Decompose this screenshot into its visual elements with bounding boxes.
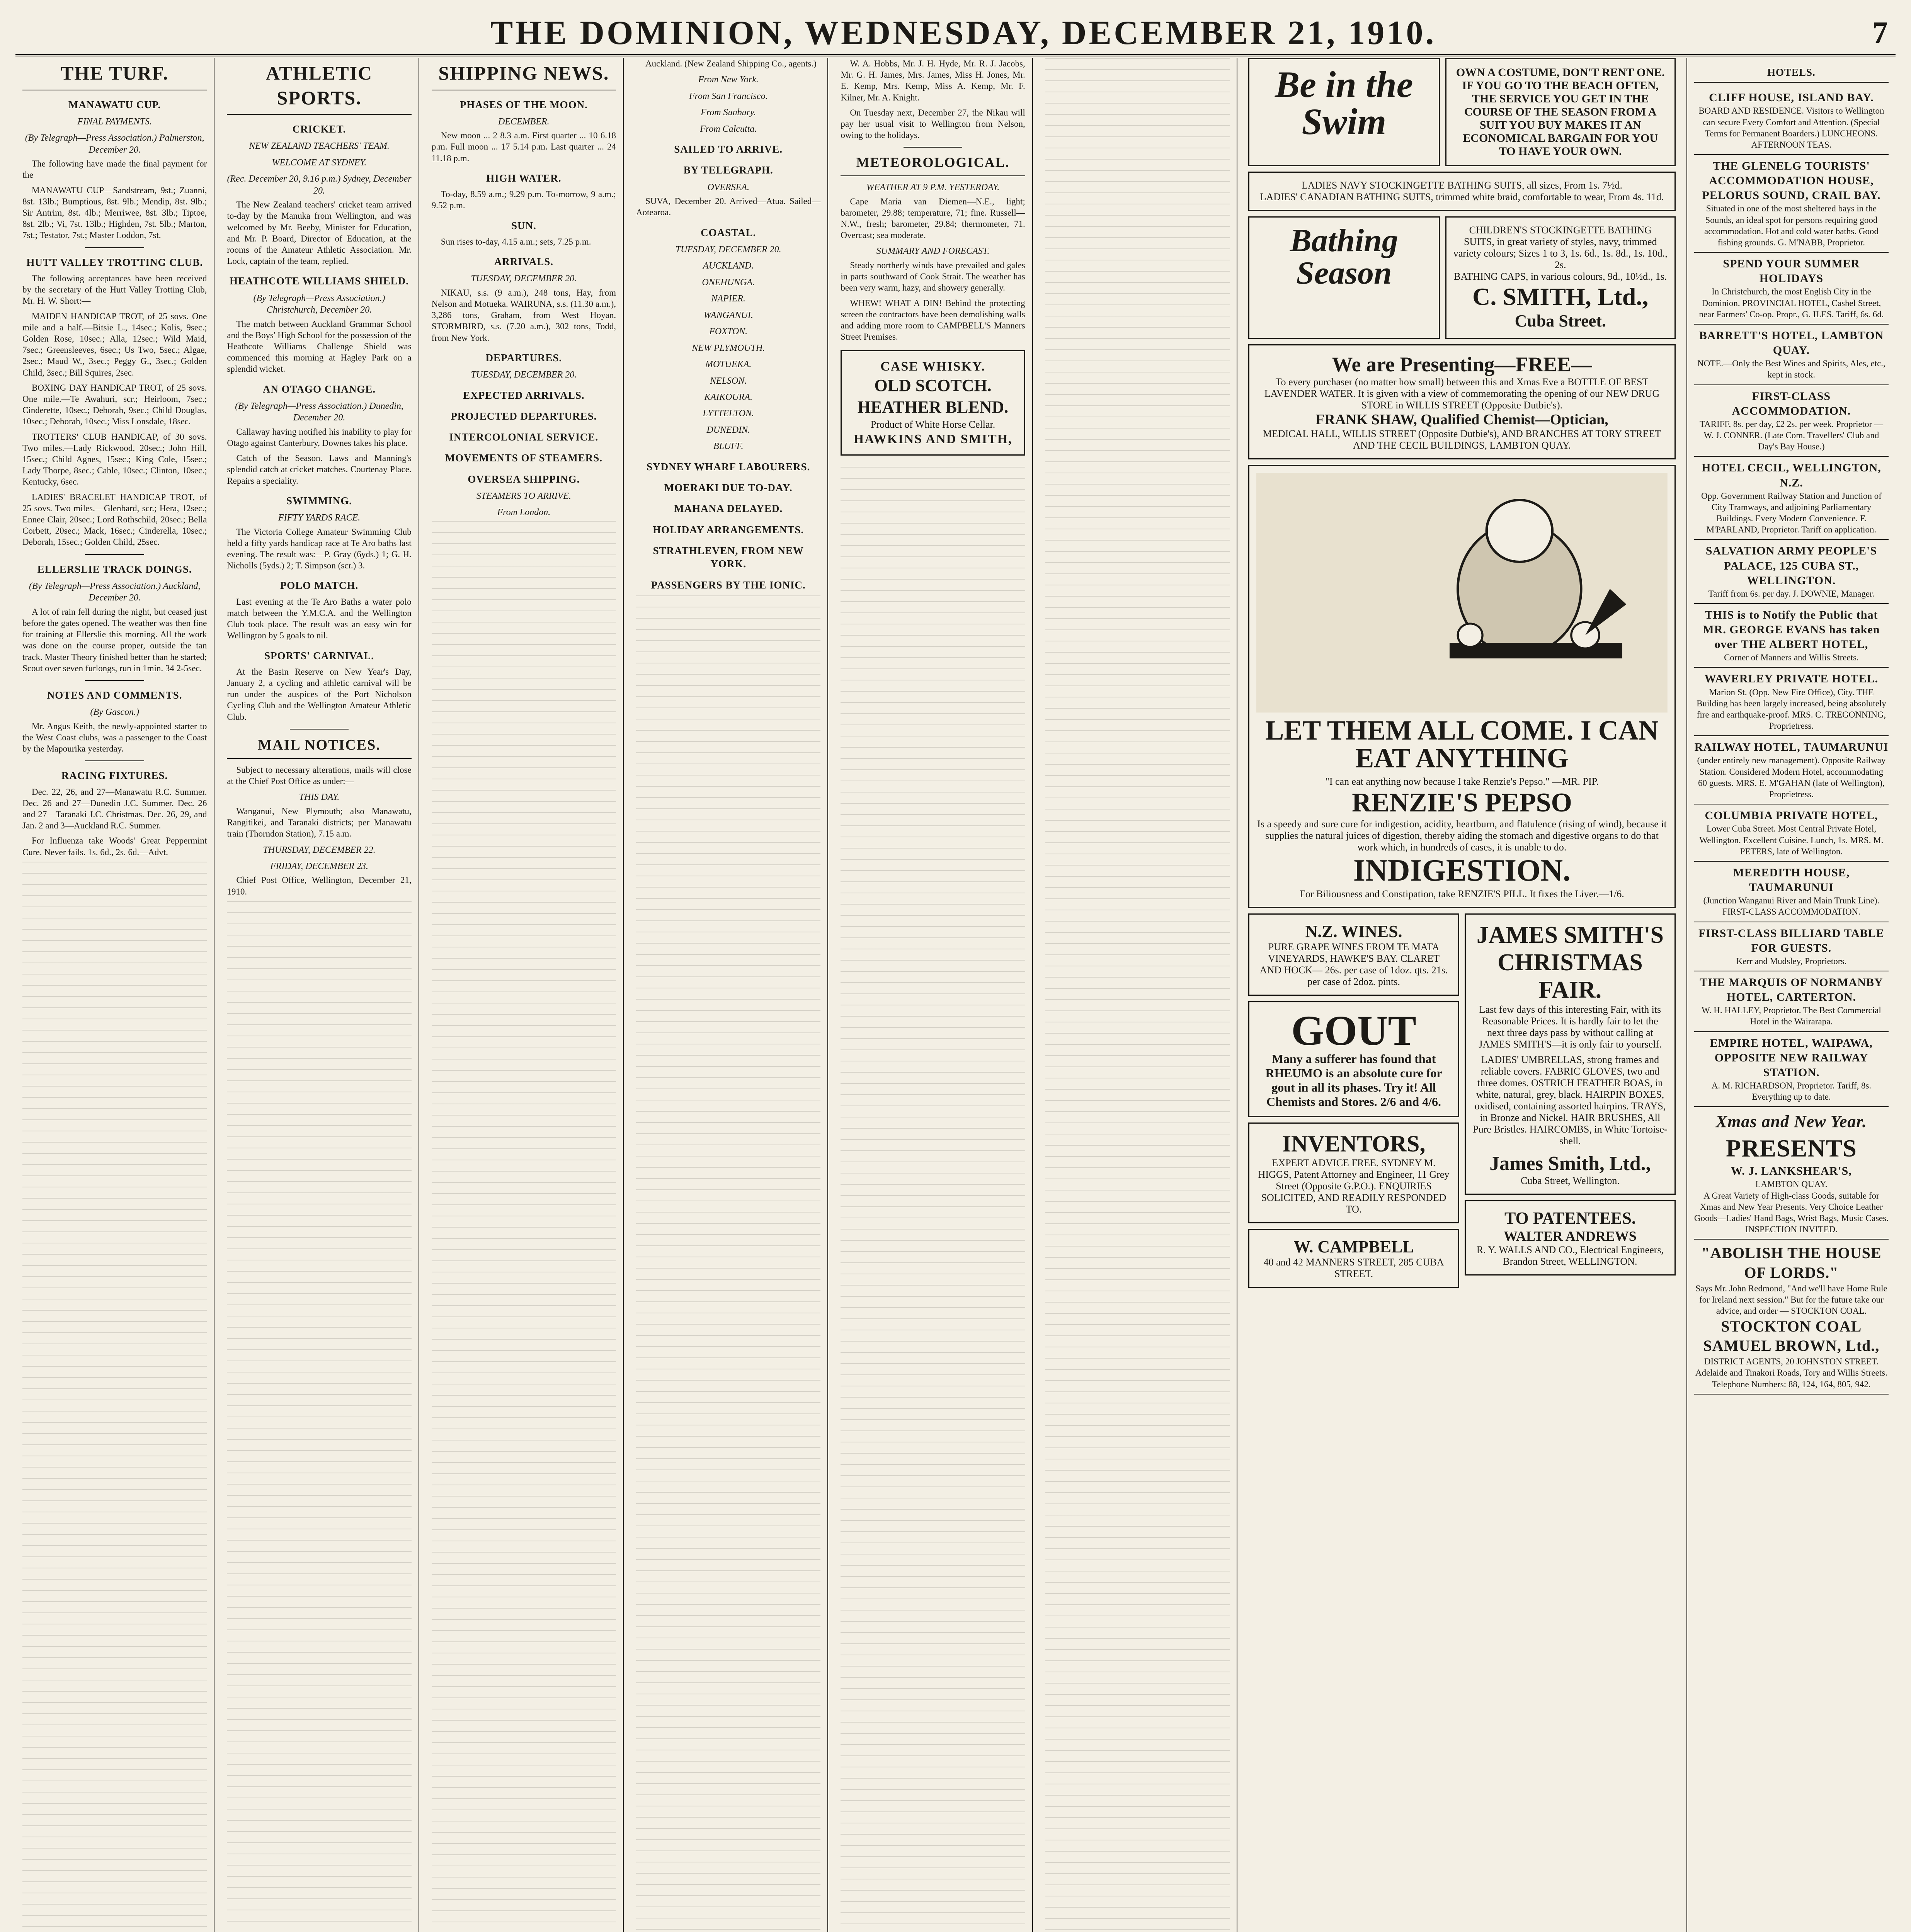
subheading: POLO MATCH. — [280, 580, 359, 592]
section-heading-hotels: HOTELS. — [1694, 66, 1889, 83]
hotel-body: In Christchurch, the most English City in the Dominion. PROVINCIAL HOTEL, Cashel Street, near Farmers' Co-op. Propr., G. ILES. Tariff, 6s. 6d. — [1699, 287, 1884, 319]
ad-body: OWN A COSTUME, DON'T RENT ONE. IF YOU GO TO THE BEACH OFTEN, THE SERVICE YOU GET IN THE COURSE OF THE SEASON FROM A SUIT YOU BUY MAKES IT AN ECONOMICAL BARGAIN FOR YOU TO HAVE YOUR OWN. — [1456, 66, 1665, 158]
section-heading-turf: THE TURF. — [22, 61, 207, 90]
hotel-body: Tariff from 6s. per day. J. DOWNIE, Manager. — [1708, 588, 1875, 599]
article-paragraph: Mr. Angus Keith, the newly-appointed starter to the West Coast clubs, was a passenger to the Coast by the Mapourika yesterday. — [22, 721, 207, 754]
article-paragraph: Steady northerly winds have prevailed and gales in parts southward of Cook Strait. The weather has been very warm, hazy, and showery generally. — [841, 260, 1025, 293]
moon-table: New moon ... 2 8.3 a.m. First quarter ... 10 6.18 p.m. Full moon ... 17 5.14 p.m. Last quarter ... 24 11.18 p.m. — [431, 131, 616, 163]
ad-body: Is a speedy and sure cure for indigestion, acidity, heartburn, and flatulence (rising of wind), because it supplies the natural juices of digestion, thereby aiding the stomach and digestive organs to do that work which, in hundreds of cases, it is unable to do. — [1257, 818, 1667, 853]
ad-heading: INVENTORS, — [1282, 1131, 1426, 1156]
ad-nz-wines — [1248, 913, 1459, 996]
article-paragraph: The match between Auckland Grammar School and the Boys' High School for the possession of the Heathcote Williams Challenge Shield was commenced this morning at Hagley Park on a splendid wicket. — [227, 319, 412, 374]
subheading: BY TELEGRAPH. — [683, 164, 773, 176]
ad-body: LADIES' CANADIAN BATHING SUITS, trimmed white braid, comfortable to wear, From 4s. 11d. — [1260, 191, 1664, 202]
article-paragraph: LADIES' BRACELET HANDICAP TROT, of 25 sovs. Two miles.—Glenbard, scr.; Hera, 12sec.; Ennee Clair, 20sec.; Lord Rothschild, 20sec.; Bella Corbett, 20sec.; Mack, 16sec.; Cinderella, 10sec.; Deborah, 15sec.; Golden Child, 25sec. — [22, 492, 207, 547]
subheading: STEAMERS TO ARRIVE. — [476, 491, 571, 501]
subheading: HIGH WATER. — [486, 172, 562, 184]
subheading: MOERAKI DUE TO-DAY. — [664, 482, 793, 494]
subheading: DUNEDIN. — [706, 425, 750, 435]
ad-body: PURE GRAPE WINES FROM TE MATA VINEYARDS, HAWKE'S BAY. CLARET AND HOCK— 26s. per case of 1doz. qts. 21s. per case of 2doz. pints. — [1259, 941, 1448, 987]
subheading: NOTES AND COMMENTS. — [47, 689, 182, 701]
ad-james-smith — [1465, 913, 1676, 1195]
ad-xmas-presents — [1694, 1107, 1889, 1240]
hotel-name: FIRST-CLASS BILLIARD TABLE FOR GUESTS. — [1698, 927, 1884, 954]
hotel-listing — [1694, 922, 1889, 971]
hotel-body: (Junction Wanganui River and Main Trunk Line). FIRST-CLASS ACCOMMODATION. — [1703, 896, 1880, 917]
article-paragraph: The Victoria College Amateur Swimming Club held a fifty yards handicap race at Te Aro baths last evening. The result was:—P. Gray (6yds.) 1; G. H. Nicholls (5yds.) 2; T. Simpson (scr.) 3. — [227, 527, 412, 571]
subheading: FINAL PAYMENTS. — [77, 116, 152, 127]
advert-line: For Influenza take Woods' Great Peppermint Cure. Never fails. 1s. 6d., 2s. 6d.—Advt. — [22, 836, 207, 857]
article-paragraph: Sun rises to-day, 4.15 a.m.; sets, 7.25 p.m. — [441, 236, 591, 247]
hotel-listing — [1694, 253, 1889, 325]
hotel-body: BOARD AND RESIDENCE. Visitors to Wellington can secure Every Comfort and Attention. (Special Terms for Permanent Boarders.) LUNCHEONS. AFTERNOON TEAS. — [1698, 106, 1884, 150]
subheading: SYDNEY WHARF LABOURERS. — [647, 461, 810, 473]
hotel-listing — [1694, 862, 1889, 922]
ad-signature: HAWKINS AND SMITH, — [853, 432, 1013, 447]
article-paragraph: Last evening at the Te Aro Baths a water polo match between the Y.M.C.A. and the Wellington Club took place. The result was an easy win for Wellington by 5 goals to nil. — [227, 597, 412, 641]
ad-season-body — [1445, 216, 1676, 339]
ad-body: Says Mr. John Redmond, "And we'll have Home Rule for Ireland next session." But for the future take our advice, and order — STOCKTON COAL. — [1695, 1284, 1887, 1316]
subheading: FOXTON. — [709, 327, 748, 337]
hotel-name: RAILWAY HOTEL, TAUMARUNUI — [1694, 741, 1889, 754]
subheading: FRIDAY, DECEMBER 23. — [270, 861, 368, 871]
hotel-body: Kerr and Mudsley, Proprietors. — [1736, 956, 1847, 966]
article-footer: Chief Post Office, Wellington, December 21, 1910. — [227, 875, 412, 896]
section-heading-meteorological: METEOROLOGICAL. — [841, 154, 1025, 176]
column-passengers-weather — [834, 58, 1033, 1932]
column-shipping-continued — [629, 58, 828, 1932]
hotel-body: Lower Cuba Street. Most Central Private Hotel, Wellington. Excellent Cuisine. Lunch, 1s. MRS. M. PETERS, late of Wellington. — [1699, 824, 1884, 856]
hotel-listing — [1694, 457, 1889, 540]
section-heading-athletic: ATHLETIC SPORTS. — [227, 61, 411, 115]
ad-patentees — [1465, 1200, 1676, 1276]
article-paragraph: At the Basin Reserve on New Year's Day, January 2, a cycling and athletic carnival will be run under the auspices of the Port Nicholson Cycling Club and the Wellington Amateur Athletic Club. — [227, 667, 412, 722]
hotel-listing — [1694, 325, 1889, 385]
ad-body: Adelaide and Tinakori Roads, Tory and Willis Streets. — [1695, 1368, 1887, 1378]
ad-signature: James Smith, Ltd., — [1489, 1153, 1651, 1175]
text-filler — [22, 862, 207, 1932]
ad-swim-body — [1445, 58, 1676, 166]
subheading: RACING FIXTURES. — [61, 770, 168, 782]
ad-body: R. Y. WALLS AND CO., Electrical Engineers, Brandon Street, WELLINGTON. — [1476, 1244, 1664, 1267]
article-paragraph: Cape Maria van Diemen—N.E., light; barometer, 29.88; temperature, 71; fine. Russell—N.W., fresh; barometer, 29.84; thermometer, 71. Overcast; sea moderate. — [841, 196, 1025, 240]
subheading: DECEMBER. — [498, 116, 550, 127]
columns — [15, 58, 1896, 1932]
hotel-name: EMPIRE HOTEL, WAIPAWA, OPPOSITE NEW RAILWAY STATION. — [1710, 1036, 1873, 1079]
ad-body: LAMBTON QUAY. — [1755, 1179, 1828, 1189]
ad-body: 40 and 42 MANNERS STREET, 285 CUBA STREET. — [1263, 1257, 1444, 1279]
article-paragraph: MANAWATU CUP—Sandstream, 9st.; Zuanni, 8st. 13lb.; Bumptious, 8st. 9lb.; Mendip, 8st. 9lb.; Sir Antrim, 8st. 4lb.; Merriwee, 8st. 3lb.; Tiptoe, 8st. 2lb.; Vi, 7st. 13lb.; Highden, 7st. 5lb.; Marton, 7st.; Testator, 7st.; Master Loddon, 7st. — [22, 185, 207, 240]
subheading: CRICKET. — [292, 123, 346, 135]
hotel-name: BARRETT'S HOTEL, LAMBTON QUAY. — [1699, 329, 1884, 357]
ad-row-lower — [1248, 913, 1676, 1288]
subheading: MANAWATU CUP. — [68, 99, 161, 111]
column-athletic-sports — [220, 58, 419, 1932]
text-filler — [1045, 58, 1230, 1932]
divider — [85, 680, 144, 681]
ad-body: Last few days of this interesting Fair, with its Reasonable Prices. It is hardly fair to let the next three days pass by without calling at JAMES SMITH'S—it is only fair to yourself. — [1479, 1004, 1662, 1050]
column-shipping-news — [425, 58, 624, 1932]
hotel-body: TARIFF, 8s. per day, £2 2s. per week. Proprietor — W. J. CONNER. (Late Com. Travellers' Club and Day's Bay House.) — [1699, 419, 1884, 452]
section-heading-shipping: SHIPPING NEWS. — [432, 61, 616, 90]
hotel-body: W. H. HALLEY, Proprietor. The Best Commercial Hotel in the Wairarapa. — [1702, 1005, 1881, 1027]
article-paragraph: The following have made the final payment for the — [22, 159, 207, 180]
hotel-body: A. M. RICHARDSON, Proprietor. Tariff, 8s. Everything up to date. — [1711, 1080, 1872, 1102]
cartoon-illustration — [1256, 473, 1668, 713]
subheading: ARRIVALS. — [494, 256, 554, 268]
hotel-name: WAVERLEY PRIVATE HOTEL. — [1704, 672, 1879, 685]
article-paragraph: The following acceptances have been received by the secretary of the Hutt Valley Trotting Club, Mr. H. W. Short:— — [22, 273, 207, 306]
subheading: NEW ZEALAND TEACHERS' TEAM. — [249, 141, 390, 151]
cartoon-figure-icon — [1256, 473, 1668, 713]
hotel-name: THE MARQUIS OF NORMANBY HOTEL, CARTERTON. — [1700, 976, 1883, 1004]
article-paragraph: BOXING DAY HANDICAP TROT, of 25 sovs. One mile.—Te Awahuri, scr.; Heirloom, 7sec.; Cinderette, 10sec.; Deborah, 9sec.; Child Douglas, 10sec.; Deborah, 10sec.; Miss Lonsdale, 18sec. — [22, 383, 207, 427]
column-continued-text — [1038, 58, 1237, 1932]
byline: (By Telegraph—Press Association.) Dunedin, December 20. — [235, 401, 403, 423]
page-number: 7 — [1872, 15, 1888, 50]
ad-body: Cuba Street, Wellington. — [1520, 1175, 1620, 1186]
subheading: DEPARTURES. — [485, 352, 562, 364]
ad-heading: PRESENTS — [1726, 1134, 1857, 1162]
hotel-name: COLUMBIA PRIVATE HOTEL, — [1705, 809, 1878, 822]
subheading: NEW PLYMOUTH. — [692, 343, 765, 353]
hotel-listing — [1694, 971, 1889, 1032]
article-paragraph: Wanganui, New Plymouth; also Manawatu, Rangitikei, and Taranaki districts; per Manawatu train (Thorndon Station), 7.15 a.m. — [227, 806, 412, 839]
ad-swim-title — [1248, 58, 1440, 166]
ad-gout — [1248, 1001, 1459, 1117]
divider — [904, 147, 963, 148]
subheading: PASSENGERS BY THE IONIC. — [651, 579, 806, 591]
subheading: WELCOME AT SYDNEY. — [272, 157, 367, 168]
ad-row-season — [1248, 216, 1676, 339]
ad-stack-left — [1248, 913, 1459, 1288]
ad-body: MEDICAL HALL, WILLIS STREET (Opposite Dutbie's), AND BRANCHES AT TORY STREET AND THE CECIL BUILDINGS, LAMBTON QUAY. — [1263, 428, 1661, 451]
subheading: NELSON. — [710, 376, 747, 386]
ad-heading: OLD SCOTCH. — [874, 376, 992, 395]
hotel-body: Situated in one of the most sheltered bays in the Sounds, an ideal spot for persons requiring good accommodation. Hot and cold water baths. Good fishing grounds. G. M'NABB, Proprietor. — [1704, 204, 1879, 248]
hotel-listing — [1694, 604, 1889, 668]
ad-stack-right — [1465, 913, 1676, 1288]
ad-signature: C. SMITH, Ltd., — [1472, 283, 1649, 310]
article-paragraph: WHEW! WHAT A DIN! Behind the protecting screen the contractors have been demolishing walls and adding more room to CAMPBELL'S Manners Street Premises. — [841, 298, 1025, 342]
text-filler — [227, 901, 411, 1932]
text-filler — [841, 456, 1025, 1932]
ad-body: For Biliousness and Constipation, take RENZIE'S PILL. It fixes the Liver.—1/6. — [1300, 888, 1624, 900]
divider — [85, 760, 144, 761]
article-paragraph: NIKAU, s.s. (9 a.m.), 248 tons, Hay, from Nelson and Motueka. WAIRUNA, s.s. (11.30 a.m.), 3,286 tons, Graham, from West Hoyan. STORMBIRD, s.s. (7.20 a.m.), 302 tons, Todd, from New York. — [431, 287, 616, 343]
subheading: WANGANUI. — [703, 310, 753, 320]
subheading: SWIMMING. — [286, 495, 352, 507]
subheading: ONEHUNGA. — [702, 277, 755, 287]
hotel-name: CLIFF HOUSE, ISLAND BAY. — [1709, 91, 1874, 104]
subheading: PROJECTED DEPARTURES. — [451, 410, 597, 422]
ad-season-title — [1248, 216, 1440, 339]
hotel-body: Opp. Government Railway Station and Junction of City Tramways, and adjoining Parliamentary Buildings. Every Modern Convenience. F. M'PARLAND, Proprietor. Tariff on application. — [1701, 491, 1882, 535]
ad-heading: HEATHER BLEND. — [857, 398, 1009, 417]
article-paragraph: TROTTERS' CLUB HANDICAP, of 30 sovs. Two miles.—Lady Rickwood, 20sec.; John Hill, 15sec.; Child Agnes, 15sec.; King Cole, 15sec.; Lady Thorpe, 8sec.; Cable, 10sec.; Clinton, 10sec.; Kentucky, 6sec. — [22, 432, 207, 487]
subheading: From San Francisco. — [689, 91, 768, 101]
ad-signature: W. J. LANKSHEAR'S, — [1731, 1165, 1852, 1178]
ad-body: LADIES' UMBRELLAS, strong frames and reliable covers. FABRIC GLOVES, two and three domes. OSTRICH FEATHER BOAS, in white, natural, grey, black. HAIRPIN BOXES, oxidised, containing assorted hairpins. TRAYS, in Bronze and Nickel. HAIR BRUSHES, All Pure Bristles. HAIRCOMBS, in White Tortoise-shell. — [1473, 1054, 1668, 1146]
subheading: WEATHER AT 9 P.M. YESTERDAY. — [866, 182, 1000, 193]
text-filler — [432, 521, 616, 1932]
article-paragraph: Catch of the Season. Laws and Manning's splendid catch at cricket matches. Courtenay Place. Repairs a speciality. — [227, 453, 412, 486]
hotel-name: SALVATION ARMY PEOPLE'S PALACE, 125 CUBA ST., WELLINGTON. — [1705, 544, 1877, 587]
subheading: COASTAL. — [701, 226, 756, 238]
byline: (By Gascon.) — [90, 707, 139, 718]
subheading: HUTT VALLEY TROTTING CLUB. — [26, 256, 203, 268]
subheading: From Calcutta. — [700, 124, 757, 134]
ad-swim-lines — [1248, 172, 1676, 211]
hotel-listing — [1694, 155, 1889, 253]
ad-inventors — [1248, 1122, 1459, 1223]
ad-free-lavender — [1248, 344, 1676, 459]
hotel-listing — [1694, 87, 1889, 155]
ad-display-text: Be in the Swim — [1275, 64, 1413, 142]
subheading: MOVEMENTS OF STEAMERS. — [445, 452, 603, 464]
hotel-name: THE GLENELG TOURISTS' ACCOMMODATION HOUSE, PELORUS SOUND, CRAIL BAY. — [1702, 160, 1881, 202]
subheading: PHASES OF THE MOON. — [459, 99, 588, 111]
ad-heading: We are Presenting—FREE— — [1332, 353, 1592, 376]
hotel-name: THIS is to Notify the Public that MR. GEORGE EVANS has taken over THE ALBERT HOTEL, — [1703, 608, 1880, 651]
ad-body: A Great Variety of High-class Goods, suitable for Xmas and New Year Presents. Very Choice Leather Goods—Ladies' Hand Bags, Wrist Bags, Music Cases. INSPECTION INVITED. — [1694, 1190, 1889, 1235]
ad-renzies-pepso — [1248, 465, 1676, 908]
ad-case-whisky — [841, 350, 1025, 456]
ad-heading: Xmas and New Year. — [1715, 1112, 1867, 1131]
ad-body: EXPERT ADVICE FREE. SYDNEY M. HIGGS, Patent Attorney and Engineer, 11 Grey Street (Opposite G.P.O.). ENQUIRIES SOLICITED, AND READILY RESPONDED TO. — [1258, 1157, 1450, 1215]
subheading: TUESDAY, DECEMBER 20. — [471, 274, 577, 284]
article-paragraph: On Tuesday next, December 27, the Nikau will pay her usual visit to Wellington from Nelson, owing to the holidays. — [841, 107, 1025, 140]
article-paragraph: Callaway having notified his inability to play for Otago against Canterbury, Downes takes his place. — [227, 427, 412, 448]
ad-heading: TO PATENTEES. — [1504, 1209, 1636, 1228]
ad-heading: RENZIE'S PEPSO — [1352, 788, 1572, 818]
ad-campbell — [1248, 1229, 1459, 1288]
ad-body: LADIES NAVY STOCKINGETTE BATHING SUITS, all sizes, From 1s. 7½d. — [1301, 180, 1623, 191]
subheading: INTERCOLONIAL SERVICE. — [449, 431, 599, 443]
byline: (By Telegraph—Press Association.) Palmerston, December 20. — [25, 133, 204, 155]
ad-body: DISTRICT AGENTS, 20 JOHNSTON STREET. — [1704, 1357, 1879, 1367]
ad-heading: CASE WHISKY. — [880, 359, 985, 374]
ad-body: To every purchaser (no matter how small) between this and Xmas Eve a BOTTLE OF BEST LAVENDER WATER. It is given with a view of commemorating the opening of our NEW DRUG STORE in WILLIS STREET (Opposite Dutbie's). — [1264, 376, 1660, 411]
ad-display-text: LET THEM ALL COME. I CAN EAT ANYTHING — [1265, 715, 1659, 774]
subheading: TUESDAY, DECEMBER 20. — [675, 244, 781, 255]
column-advertisements — [1243, 58, 1681, 1932]
subheading: STRATHLEVEN, FROM NEW YORK. — [653, 545, 804, 570]
byline: (Rec. December 20, 9.16 p.m.) Sydney, December 20. — [227, 174, 412, 196]
hotel-listing — [1694, 385, 1889, 457]
subheading: AUCKLAND. — [703, 261, 754, 271]
ad-signature: FRANK SHAW, Qualified Chemist—Optician, — [1315, 412, 1608, 428]
hotel-body: (under entirely new management). Opposite Railway Station. Considered Modern Hotel, accommodating 60 guests. MRS. E. M'GAHAN (late of Wellington), Proprietress. — [1697, 755, 1886, 799]
divider — [85, 247, 144, 248]
ad-stockton-coal — [1694, 1240, 1889, 1394]
subheading: BLUFF. — [713, 441, 744, 452]
subheading: HEATHCOTE WILLIAMS SHIELD. — [230, 275, 409, 287]
masthead-title: THE DOMINION, WEDNESDAY, DECEMBER 21, 1910. — [490, 14, 1436, 52]
ad-heading: "ABOLISH THE HOUSE OF LORDS." — [1701, 1244, 1882, 1282]
subheading: From New York. — [698, 75, 759, 85]
subheading: OVERSEA. — [707, 182, 750, 192]
article-paragraph: SUVA, December 20. Arrived—Atua. Sailed—Aotearoa. — [636, 196, 821, 218]
ad-signature: Cuba Street. — [1515, 311, 1606, 330]
hotel-listing — [1694, 1032, 1889, 1107]
ad-display-text: Bathing Season — [1290, 223, 1398, 291]
hotel-listing — [1694, 540, 1889, 604]
subheading: SUN. — [511, 219, 536, 231]
hotel-body: Marion St. (Opp. New Fire Office), City. THE Building has been largely increased, being absolutely fire and earthquake-proof. MRS. C. TREGONNING, Proprietress. — [1697, 687, 1886, 731]
ad-signature: WALTER ANDREWS — [1504, 1228, 1637, 1244]
hotel-name: HOTEL CECIL, WELLINGTON, N.Z. — [1702, 461, 1881, 489]
hotel-name: SPEND YOUR SUMMER HOLIDAYS — [1723, 257, 1860, 285]
hotel-listing — [1694, 804, 1889, 862]
subheading: From Sunbury. — [701, 107, 756, 118]
article-paragraph: MAIDEN HANDICAP TROT, of 25 sovs. One mile and a half.—Bitsie L., 14sec.; Kolis, 9sec.; Golden Rose, 10sec.; Alla, 12sec.; Wild Maid, 7sec.; Greensleeves, 6sec.; Us Two, 5sec.; Algae, 2sec.; Maud W., 3sec.; Peggy G., 3sec.; Golden Child, 3sec.; Bill Squires, 2sec. — [22, 311, 207, 378]
ad-heading: INDIGESTION. — [1353, 854, 1571, 888]
subheading: KAIKOURA. — [704, 392, 753, 403]
subheading: EXPECTED ARRIVALS. — [463, 389, 585, 401]
ad-body: Telephone Numbers: 88, 124, 164, 805, 942. — [1712, 1379, 1871, 1389]
text-filler — [636, 595, 820, 1932]
ad-display-text: GOUT — [1291, 1007, 1416, 1054]
article-paragraph: Auckland. (New Zealand Shipping Co., agents.) — [645, 59, 817, 68]
subheading: OVERSEA SHIPPING. — [468, 473, 580, 485]
subheading: ELLERSLIE TRACK DOINGS. — [37, 563, 192, 575]
hotel-body: NOTE.—Only the Best Wines and Spirits, Ales, etc., kept in stock. — [1697, 359, 1885, 380]
subheading: AN OTAGO CHANGE. — [262, 383, 376, 395]
subheading: SUMMARY AND FORECAST. — [876, 246, 990, 257]
subheading: FIFTY YARDS RACE. — [278, 513, 361, 523]
byline: (By Telegraph—Press Association.) Christchurch, December 20. — [253, 293, 385, 315]
hotel-name: FIRST-CLASS ACCOMMODATION. — [1732, 389, 1851, 417]
divider — [290, 729, 349, 730]
ad-heading: STOCKTON COAL — [1721, 1317, 1862, 1335]
ad-row-swim — [1248, 58, 1676, 166]
article-paragraph: To-day, 8.59 a.m.; 9.29 p.m. To-morrow, 9 a.m.; 9.52 p.m. — [431, 189, 616, 211]
byline: (By Telegraph—Press Association.) Auckland, December 20. — [29, 581, 201, 603]
subheading: SAILED TO ARRIVE. — [674, 143, 783, 155]
subheading: From London. — [497, 507, 551, 518]
hotel-body: Corner of Manners and Willis Streets. — [1724, 653, 1859, 663]
subheading: THIS DAY. — [299, 792, 340, 803]
section-heading-mail: MAIL NOTICES. — [227, 736, 411, 759]
article-paragraph: The New Zealand teachers' cricket team arrived to-day by the Manuka from Wellington, and was welcomed by Mr. Beeby, Minister for Education, and Mr. P. Board, Director of Education, at the rooms of the Amateur Athletic Association. Mr. Lock, captain of the team, replied. — [227, 200, 412, 266]
ad-signature: W. CAMPBELL — [1293, 1237, 1414, 1256]
hotel-name: MEREDITH HOUSE, TAUMARUNUI — [1733, 866, 1850, 894]
hotel-listing — [1694, 668, 1889, 736]
article-paragraph: A lot of rain fell during the night, but ceased just before the gates opened. The weather was then fine for training at Ellerslie this morning. All the work was done on the course proper, outside the tan track. Master Theory finished better than he started; Scout over seven furlongs, run in 1min. 34 2-5sec. — [22, 607, 207, 673]
column-turf — [15, 58, 214, 1932]
subheading: MAHANA DELAYED. — [674, 503, 783, 515]
subheading: MOTUEKA. — [705, 359, 752, 370]
ad-heading: JAMES SMITH'S CHRISTMAS FAIR. — [1476, 922, 1664, 1003]
ad-body: CHILDREN'S STOCKINGETTE BATHING SUITS, in great variety of styles, navy, trimmed variety colours; Sizes 1 to 3, 1s. 6d., 1s. 8d., 1s. 10d., 2s. — [1453, 224, 1668, 270]
subheading: TUESDAY, DECEMBER 20. — [471, 370, 577, 380]
subheading: LYTTELTON. — [703, 408, 754, 419]
article-paragraph: W. A. Hobbs, Mr. J. H. Hyde, Mr. R. J. Jacobs, Mr. G. H. James, Mrs. James, Miss H. Jones, Mr. E. Kemp, Mrs. Kemp, Miss A. Kemp, Mr. F. Kilner, Mr. A. Knight. — [841, 59, 1025, 102]
ad-body: Product of White Horse Cellar. — [870, 419, 995, 430]
ad-body: Many a sufferer has found that RHEUMO is an absolute cure for gout in all its phases. Try it! All Chemists and Stores. 2/6 and 4/6. — [1265, 1052, 1442, 1109]
article-paragraph: Dec. 22, 26, and 27—Manawatu R.C. Summer. Dec. 26 and 27—Dunedin J.C. Summer. Dec. 26 and 27—Taranaki J.C. Christmas. Dec. 26, 29, and Jan. 2 and 3—Auckland R.C. Summer. — [22, 787, 207, 831]
subheading: THURSDAY, DECEMBER 22. — [263, 845, 376, 855]
ad-quote: "I can eat anything now because I take Renzie's Pepso." —MR. PIP. — [1325, 776, 1599, 787]
hotel-listing — [1694, 736, 1889, 804]
column-hotels — [1686, 58, 1896, 1932]
subheading: SPORTS' CARNIVAL. — [264, 650, 374, 662]
ad-heading: N.Z. WINES. — [1305, 922, 1402, 941]
divider — [85, 554, 144, 555]
ad-body: BATHING CAPS, in various colours, 9d., 10½d., 1s. — [1454, 271, 1667, 282]
ad-signature: SAMUEL BROWN, Ltd., — [1703, 1337, 1880, 1355]
subheading: NAPIER. — [711, 294, 746, 304]
masthead — [15, 12, 1896, 56]
article-paragraph: Subject to necessary alterations, mails will close at the Chief Post Office as under:— — [227, 765, 412, 786]
subheading: HOLIDAY ARRANGEMENTS. — [653, 524, 804, 536]
